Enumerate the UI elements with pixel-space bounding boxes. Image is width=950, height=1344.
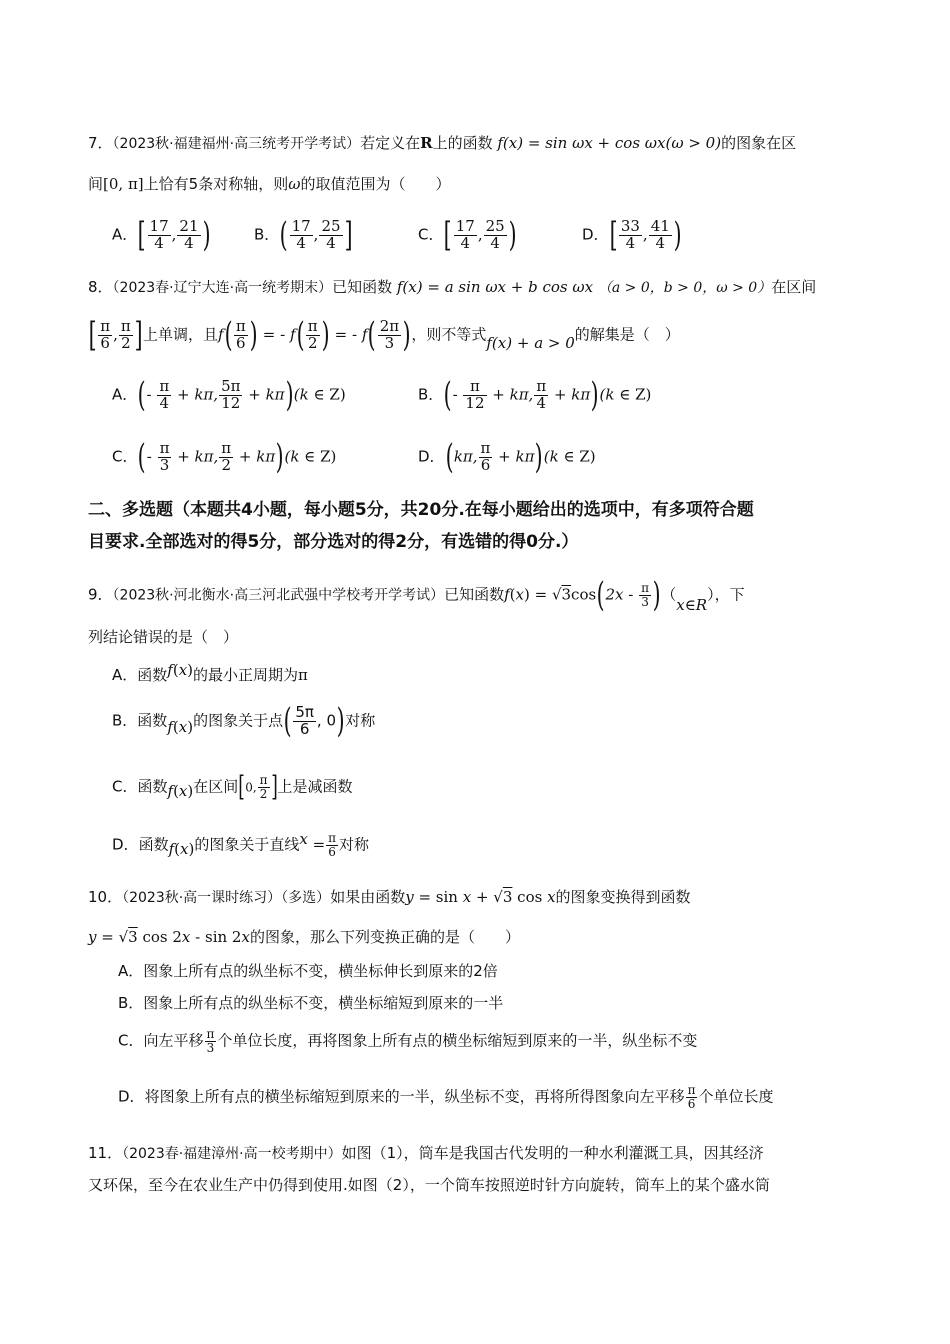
- q7-option-c[interactable]: C．[ $\frac{17}{4}$ , $\frac{25}{4}$ ): [418, 215, 517, 255]
- q9-option-b[interactable]: B．函数f(x)的图象关于点( $\frac{5\pi}{6}$ , 0)对称: [112, 701, 376, 741]
- q9-option-a[interactable]: A．函数f(x)的最小正周期为π: [112, 661, 308, 684]
- q8-option-c[interactable]: C．(- $\frac{\pi}{3}$ + kπ, $\frac{\pi}{2}$ + kπ)(k ∈ Z): [112, 437, 337, 477]
- q10-number: 10．: [88, 888, 123, 906]
- q10-source: （2023秋·高一课时练习）（多选）: [122, 890, 331, 906]
- q9-option-c[interactable]: C．函数f(x)在区间[0, $\frac{\pi}{2}$ ]上是减函数: [112, 770, 353, 803]
- q8-source: （2023春·辽宁大连·高一统考期末）: [112, 280, 333, 296]
- q11-number: 11．: [88, 1144, 123, 1162]
- q8-number: 8．: [88, 278, 113, 296]
- q9-line2: 列结论错误的是（ ）: [88, 628, 239, 646]
- q8-option-b[interactable]: B．(- $\frac{\pi}{12}$ + kπ, $\frac{\pi}{4}$ + kπ)(k ∈ Z): [418, 375, 652, 415]
- section-heading-line2: 目要求.全部选对的得5分，部分选对的得2分，有选错的得0分.）: [88, 532, 579, 552]
- q11-line1: 11．（2023春·福建漳州·高一校考期中）如图（1），筒车是我国古代发明的一种水利灌溉工具，因其经济: [88, 1144, 764, 1162]
- q9-option-d[interactable]: D．函数f(x)的图象关于直线x = $\frac{\pi}{6}$ 对称: [112, 829, 370, 859]
- q10-line1: 10．（2023秋·高一课时练习）（多选）如果由函数y = sin x + √3 cos x的图象变换得到函数: [88, 888, 691, 906]
- q7-interval: [0, π]: [103, 175, 144, 193]
- q7-line2: 间[0, π]上恰有5条对称轴，则ω的取值范围为（ ）: [88, 175, 451, 193]
- q9-source: （2023秋·河北衡水·高三河北武强中学校考开学考试）: [112, 587, 445, 604]
- q10-option-d[interactable]: D．将图象上所有点的横坐标缩短到原来的一半，纵坐标不变，再将所得图象向左平移 $\frac{\pi}{6}$ 个单位长度: [118, 1083, 774, 1111]
- q7-option-a[interactable]: A．[ $\frac{17}{4}$ , $\frac{21}{4}$ ): [112, 215, 211, 255]
- q8-inequality: f(x) + a > 0: [486, 333, 575, 352]
- q7-number: 7．: [88, 134, 113, 152]
- q7-real-set: R: [420, 134, 433, 152]
- q11-source: （2023春·福建漳州·高一校考期中）: [122, 1146, 342, 1162]
- q10-option-c[interactable]: C．向左平移 $\frac{\pi}{3}$ 个单位长度，再将图象上所有点的横坐标缩短到原来的一半，纵坐标不变: [118, 1027, 698, 1055]
- q7-function: f(x) = sin ωx + cos ωx(ω > 0): [497, 134, 722, 152]
- q8-option-a[interactable]: A．(- $\frac{\pi}{4}$ + kπ, $\frac{5\pi}{12}$ + kπ)(k ∈ Z): [112, 375, 346, 415]
- q9-domain: x∈R: [676, 595, 708, 614]
- section-heading-line1: 二、多选题（本题共4小题，每小题5分，共20分.在每小题给出的选项中，有多项符合题: [88, 500, 754, 520]
- q7-line1: 7．（2023秋·福建福州·高三统考开学考试）若定义在R上的函数 f(x) = sin ωx + cos ωx(ω > 0)的图象在区: [88, 134, 797, 152]
- q9-line1: 9．（2023秋·河北衡水·高三河北武强中学校考开学考试）已知函数f(x) = √3cos(2x - $\frac{\pi}{3}$ )（x∈R），下: [88, 575, 745, 615]
- q8-line2: [ $\frac{\pi}{6}$ , $\frac{\pi}{2}$ ]上单调，且f( $\frac{\pi}{6}$ ) = - f( $\frac{\pi}{2}$ ) = - f( $\frac{2\pi}{3}$ )，则不等式f(x) + a > 0的解集是（ ）: [88, 315, 680, 355]
- q8-option-d[interactable]: D．(kπ, $\frac{\pi}{6}$ + kπ)(k ∈ Z): [418, 437, 596, 477]
- q8-conditions: （a > 0，b > 0，ω > 0）: [597, 280, 772, 296]
- q7-source: （2023秋·福建福州·高三统考开学考试）: [112, 136, 361, 152]
- q7-option-d[interactable]: D．[ $\frac{33}{4}$ , $\frac{41}{4}$ ): [582, 215, 682, 255]
- q7-option-b[interactable]: B．( $\frac{17}{4}$ , $\frac{25}{4}$ ]: [254, 215, 353, 255]
- q8-function: f(x) = a sin ωx + b cos ωx: [396, 278, 594, 296]
- q11-line2: 又环保，至今在农业生产中仍得到使用.如图（2），一个筒车按照逆时针方向旋转，筒车上的某个盛水筒: [88, 1176, 770, 1194]
- q8-line1: 8．（2023春·辽宁大连·高一统考期末）已知函数 f(x) = a sin ωx + b cos ωx （a > 0，b > 0，ω > 0）在区间: [88, 278, 817, 296]
- q9-number: 9．: [88, 585, 113, 604]
- q10-option-b[interactable]: B．图象上所有点的纵坐标不变，横坐标缩短到原来的一半: [118, 994, 504, 1012]
- q10-option-a[interactable]: A．图象上所有点的纵坐标不变，横坐标伸长到原来的2倍: [118, 962, 498, 980]
- q7-omega: ω: [288, 175, 301, 193]
- q10-line2: y = √3 cos 2x - sin 2x的图象，那么下列变换正确的是（ ）: [88, 928, 520, 946]
